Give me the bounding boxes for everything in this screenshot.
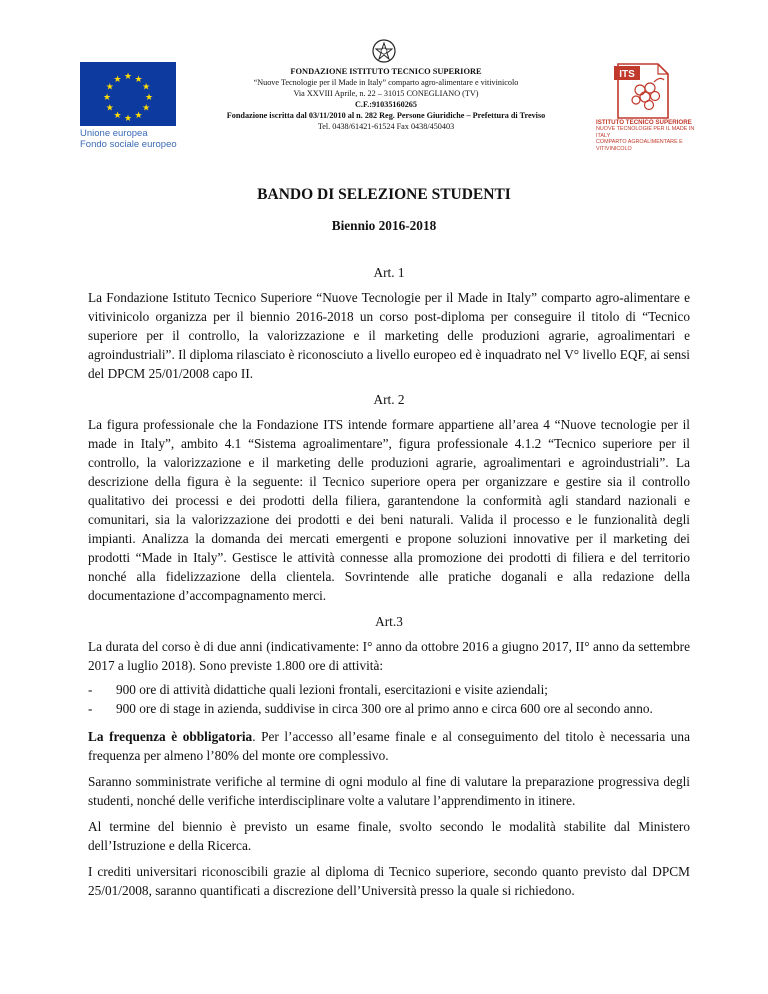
svg-text:★: ★	[102, 93, 112, 103]
its-logo-line3: COMPARTO AGROALIMENTARE E VITIVINICOLO	[596, 139, 683, 152]
svg-text:★: ★	[144, 93, 154, 103]
its-grape-icon	[596, 60, 696, 120]
its-logo-line1: ISTITUTO TECNICO SUPERIORE	[596, 119, 692, 126]
eu-logo-line1: Unione europea	[80, 128, 148, 139]
svg-text:★: ★	[123, 114, 133, 124]
eu-logo-caption	[80, 128, 177, 150]
article-3-heading: Art.3	[375, 614, 403, 629]
document-subtitle: Biennio 2016-2018	[331, 218, 437, 233]
svg-text:★: ★	[113, 111, 122, 122]
italian-emblem-icon	[370, 38, 398, 64]
org-tax-code: C.F.:91035160265	[354, 100, 417, 109]
svg-text:★: ★	[142, 82, 151, 93]
its-logo-caption	[596, 120, 696, 152]
svg-text:★: ★	[113, 74, 122, 85]
article-3-intro: La durata del corso è di due anni (indicativamente: I° anno da ottobre 2016 a giugno 2017, II° anno da settembre 2017 a luglio 2018). Sono previste 1.800 ore di attività:	[88, 639, 690, 673]
org-contacts: Tel. 0438/61421-61524 Fax 0438/450403	[317, 122, 455, 131]
eu-logo	[80, 62, 190, 150]
article-2-text: La figura professionale che la Fondazione ITS intende formare appartiene all’area 4 “Nuove tecnologie per il made in Italy”, ambito 4.1 “Sistema agroalimentare”, figura professionale 4.1.2 “Tecnico superiore per il controllo, la valorizzazione e il marketing delle produzioni agrarie, agroalimentari e agroindustriali”. La descrizione della figura è la seguente: il Tecnico superiore opera per organizzare e gestire sia il controllo qualitativo dei processi e dei prodotti della filiera, garantendone la conformità agli standard nazionali e comunitari, sia la valorizzazione dei prodotti e dei beni naturali. Valida il processo e le funzionalità degli impianti. Analizza la domanda dei mercati emergenti e propone soluzioni innovative per il marketing dei prodotti “Made in Italy”. Gestisce le attività connesse alla promozione dei prodotti di filiera e del territorio nonché alla fidelizzazione della clientela. Sovrintende alle pratiche doganali e alla redazione della documentazione d’accompagnamento merci.	[88, 417, 690, 603]
document-title: BANDO DI SELEZIONE STUDENTI	[257, 186, 511, 203]
svg-text:★: ★	[142, 103, 151, 114]
org-address: Via XXVIII Aprile, n. 22 – 31015 CONEGLIANO (TV)	[293, 89, 479, 98]
article-1-text: La Fondazione Istituto Tecnico Superiore “Nuove Tecnologie per il Made in Italy” comparto agro-alimentare e vitivinicolo organizza per il biennio 2016-2018 un corso post-diploma per conseguire il titolo di “Tecnico superiore per il controllo, la valorizzazione e il marketing delle produzioni agrarie, agroalimentari e agroindustriali”. Il diploma rilasciato è riconosciuto a livello europeo ed è inquadrato nel V° livello EQF, ai sensi del DPCM 25/01/2008 capo II.	[88, 290, 690, 381]
svg-text:★: ★	[105, 103, 114, 114]
org-name: FONDAZIONE ISTITUTO TECNICO SUPERIORE	[290, 67, 482, 76]
eu-logo-line2: Fondo sociale europeo	[80, 139, 177, 150]
eu-stars-icon	[80, 62, 176, 126]
document-body	[88, 263, 690, 907]
svg-text:★: ★	[134, 111, 143, 122]
credits-paragraph: I crediti universitari riconoscibili grazie al diploma di Tecnico superiore, secondo quanto previsto dal DPCM 25/01/2008, saranno quantificati a discrezione dell’Università presso la quale si richiedono.	[88, 864, 690, 898]
attendance-paragraph	[88, 727, 690, 765]
svg-text:★: ★	[105, 82, 114, 93]
org-subtitle: “Nuove Tecnologie per il Made in Italy” comparto agro-alimentare e vitivinicolo	[253, 78, 519, 87]
activity-list	[88, 680, 690, 718]
list-item: - 900 ore di attività didattiche quali lezioni frontali, esercitazioni e visite aziendali;	[88, 680, 690, 699]
svg-text:★: ★	[134, 74, 143, 85]
its-logo-line2: NUOVE TECNOLOGIE PER IL MADE IN ITALY	[596, 126, 695, 139]
its-badge: ITS	[619, 69, 635, 80]
article-2-heading: Art. 2	[373, 392, 405, 407]
letterhead	[200, 66, 572, 132]
attendance-detail: . Per l’accesso all’esame finale e al conseguimento del titolo è necessaria una frequenza per almeno l’80% del monte ore complessivo.	[88, 729, 690, 763]
final-exam-paragraph: Al termine del biennio è previsto un esame finale, svolto secondo le modalità stabilite dal Ministero dell’Istruzione e della Ricerca.	[88, 819, 690, 853]
its-logo	[596, 60, 696, 152]
article-1-heading: Art. 1	[373, 265, 405, 280]
svg-text:★: ★	[123, 72, 133, 82]
assessment-paragraph: Saranno somministrate verifiche al termine di ogni modulo al fine di valutare la preparazione progressiva degli studenti, nonché delle verifiche interdisciplinare volte a valutare l’apprendimento in itinere.	[88, 774, 690, 808]
attendance-mandatory: La frequenza è obbligatoria	[88, 729, 253, 744]
eu-flag-icon	[80, 62, 176, 126]
org-registration: Fondazione iscritta dal 03/11/2010 al n. 282 Reg. Persone Giuridiche – Prefettura di Treviso	[226, 111, 546, 120]
list-item: - 900 ore di stage in azienda, suddivise in circa 300 ore al primo anno e circa 600 ore al secondo anno.	[88, 699, 690, 718]
